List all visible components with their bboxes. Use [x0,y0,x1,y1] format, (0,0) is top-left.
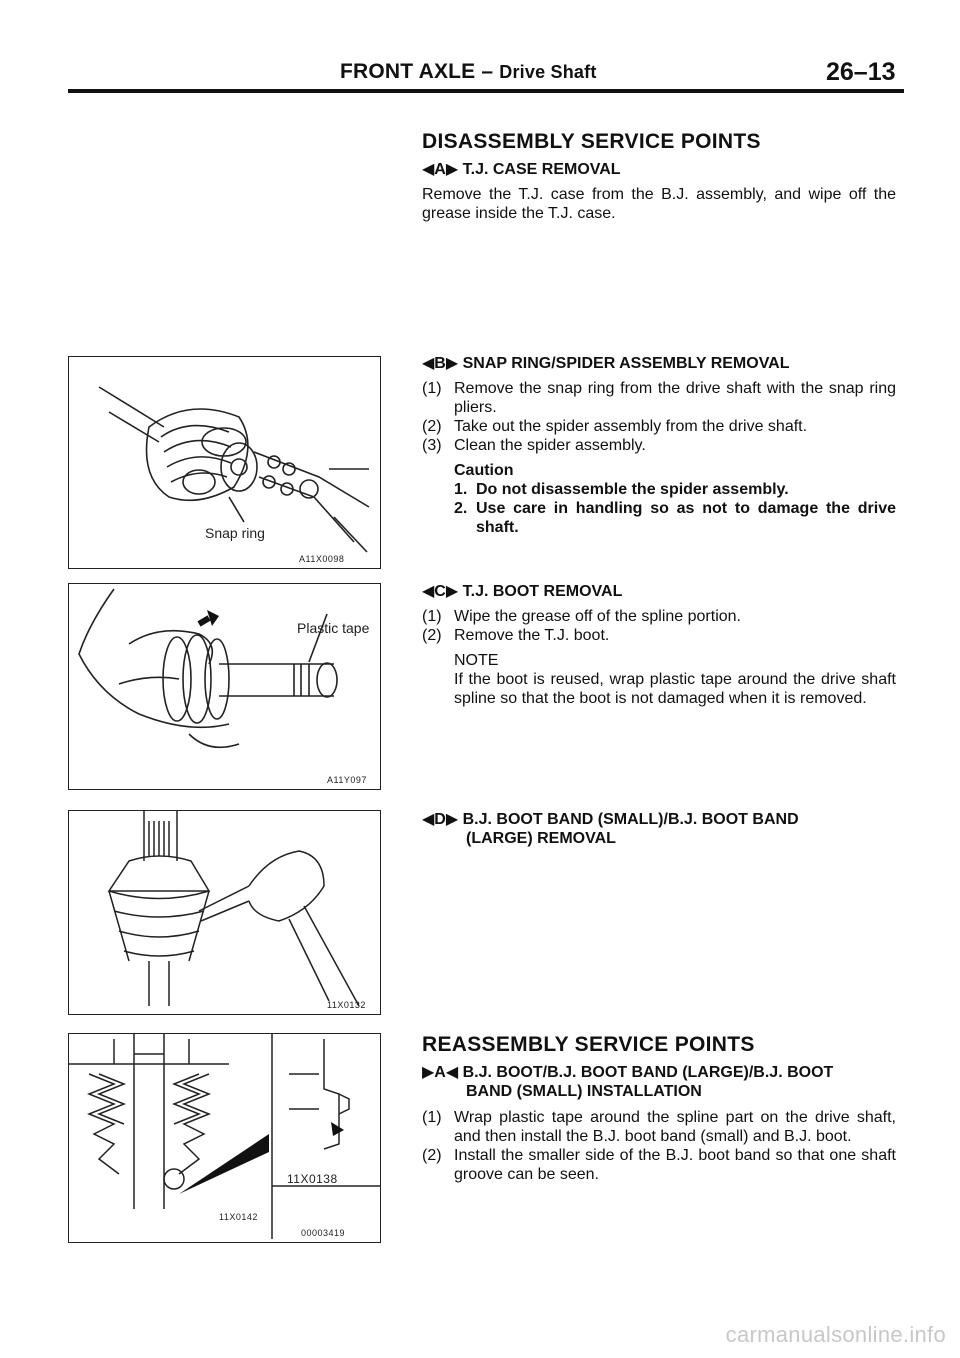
list-item: (1) Wrap plastic tape around the spline part on the drive shaft, and then install the B.J. boot band (small) and B.J. boot. [422,1109,896,1145]
list-item: (2) Remove the T.J. boot. [422,627,610,644]
figure-code-right: 00003419 [301,1228,346,1238]
step-a-text: Remove the T.J. case from the B.J. assembly, and wipe off the grease inside the T.J. case. [422,186,896,222]
step-d-title-line1: B.J. BOOT BAND (SMALL)/B.J. BOOT BAND [462,811,799,828]
note-title: NOTE [454,652,499,669]
snap-ring-label: Snap ring [205,525,265,541]
list-item: (2) Install the smaller side of the B.J. boot band so that one shaft groove can be seen. [422,1147,896,1183]
step-a-heading [422,160,896,179]
step-a-title: T.J. CASE REMOVAL [462,161,621,178]
marker-reassembly-a: ▶A◀ [422,1064,459,1081]
caution-item: 2. Use care in handling so as not to damage the drive shaft. [454,500,896,536]
step-b-title: SNAP RING/SPIDER ASSEMBLY REMOVAL [462,355,790,372]
figure-plastic-tape [68,583,381,790]
figure-code: A11Y097 [327,775,367,785]
subsection-title: Drive Shaft [499,62,597,82]
watermark: carmanualsonline.info [725,1322,946,1347]
figure-boot-cross-section [68,1033,381,1243]
reassembly-title: REASSEMBLY SERVICE POINTS [422,1033,755,1056]
caution-title: Caution [454,462,514,479]
list-item: (1) Wipe the grease off of the spline portion. [422,608,741,625]
marker-d: ◀D▶ [422,811,459,828]
section-header [340,60,597,84]
step-d-title-line2: (LARGE) REMOVAL [466,830,616,847]
reassembly-a-list [422,1108,896,1184]
marker-a: ◀A▶ [422,161,459,178]
header-rule [68,89,904,93]
plastic-tape-label: Plastic tape [297,620,370,636]
list-item: (1) Remove the snap ring from the drive shaft with the snap ring pliers. [422,380,896,416]
note-text: If the boot is reused, wrap plastic tape around the drive shaft spline so that the boot is not damaged when it is removed. [454,671,896,707]
page-number: 26–13 [826,58,896,86]
marker-b: ◀B▶ [422,355,459,372]
step-c-list [422,607,896,708]
caution-item: 1. Do not disassemble the spider assembly. [454,481,789,498]
marker-c: ◀C▶ [422,583,459,600]
boot-band-illustration [69,811,381,1015]
header-dash: – [481,60,494,83]
reassembly-a-title-line2: BAND (SMALL) INSTALLATION [466,1083,702,1100]
plastic-tape-illustration [69,584,381,790]
figure-code-left: 11X0142 [219,1212,258,1222]
list-item: (2) Take out the spider assembly from the drive shaft. [422,418,808,435]
reassembly-a-heading [422,1063,896,1101]
disassembly-title: DISASSEMBLY SERVICE POINTS [422,130,761,153]
reassembly-a-title-line1: B.J. BOOT/B.J. BOOT BAND (LARGE)/B.J. BOOT [462,1064,834,1081]
step-b-list [422,379,896,537]
figure-code: A11X0098 [299,554,345,564]
caution-list [422,480,896,537]
figure-boot-band-removal [68,810,381,1015]
step-c-title: T.J. BOOT REMOVAL [462,583,623,600]
list-item: (3) Clean the spider assembly. [422,437,646,454]
step-c-heading [422,582,896,601]
step-b-heading [422,354,896,373]
figure-snap-ring [68,356,381,569]
section-title: FRONT AXLE [340,60,476,83]
step-d-heading [422,810,896,848]
figure-code: 11X0132 [327,1000,366,1010]
inset-figure-code: 11X0138 [287,1172,338,1186]
